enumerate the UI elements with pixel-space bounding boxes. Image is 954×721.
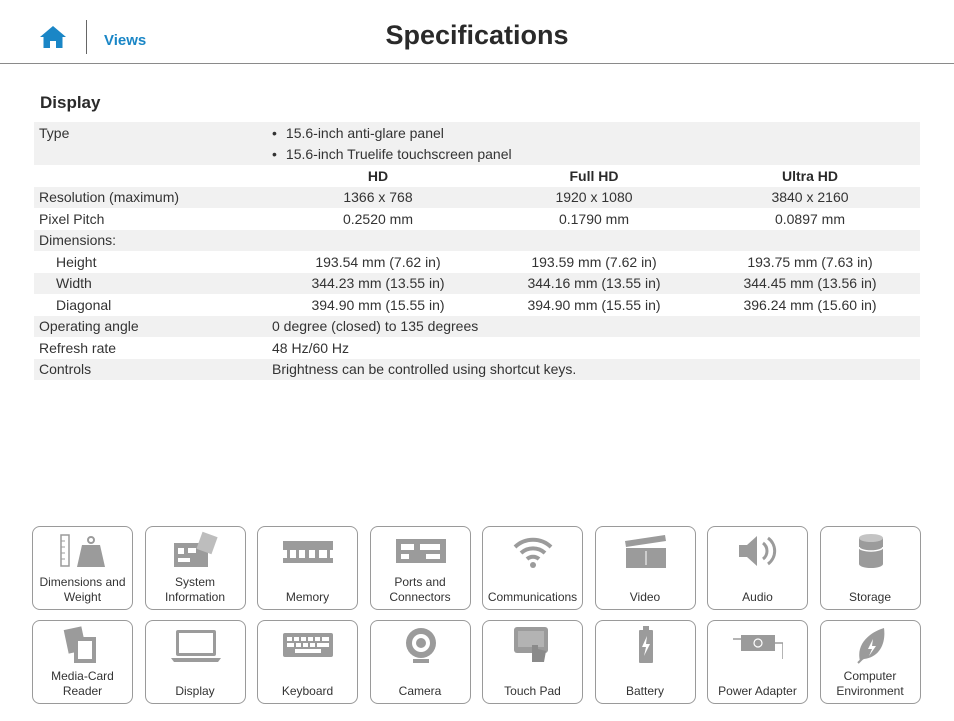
table-cell: 394.90 mm (15.55 in) [527, 296, 661, 313]
leaf-icon [846, 625, 896, 665]
table-row [34, 122, 920, 144]
table-cell: 3840 x 2160 [771, 189, 849, 206]
tile-label: Camera [398, 684, 442, 698]
spec-table [34, 122, 920, 380]
table-cell: 396.24 mm (15.60 in) [743, 296, 877, 313]
row-label: Pixel Pitch [39, 210, 105, 227]
tile-dimensions-and-weight[interactable] [32, 526, 133, 610]
row-label: Controls [39, 361, 92, 378]
table-cell: 0.0897 mm [774, 210, 846, 227]
table-cell: 48 Hz/60 Hz [272, 339, 350, 356]
table-cell: 1366 x 768 [343, 189, 413, 206]
tile-system-information[interactable] [145, 526, 246, 610]
tile-camera[interactable] [370, 620, 471, 704]
row-label: Dimensions: [39, 232, 117, 249]
webcam-icon [396, 625, 446, 665]
tile-label: Storage [848, 590, 892, 604]
table-cell: 0.1790 mm [558, 210, 630, 227]
table-row [34, 273, 920, 295]
tile-video[interactable] [595, 526, 696, 610]
tile-media-card-reader[interactable] [32, 620, 133, 704]
speaker-icon [733, 531, 783, 571]
column-header: HD [367, 167, 389, 184]
clapperboard-icon [621, 531, 671, 571]
column-header-row [34, 165, 920, 187]
tile-power-adapter[interactable] [707, 620, 808, 704]
table-row [34, 187, 920, 209]
tile-audio[interactable] [707, 526, 808, 610]
tile-label: Battery [625, 684, 664, 698]
ports-icon [396, 531, 446, 571]
table-cell: 193.54 mm (7.62 in) [315, 253, 441, 270]
table-cell: Brightness can be controlled using shortcut keys. [272, 361, 577, 378]
tile-label: Ports and Connectors [389, 575, 451, 604]
column-header: Ultra HD [781, 167, 838, 184]
row-label: Width [56, 275, 92, 292]
power-adapter-icon [733, 625, 783, 665]
table-row [34, 359, 920, 381]
table-row [34, 251, 920, 273]
column-header: Full HD [569, 167, 619, 184]
header-bar [0, 0, 954, 64]
table-cell: 0 degree (closed) to 135 degrees [272, 318, 479, 335]
row-label: Refresh rate [39, 339, 117, 356]
tile-touch-pad[interactable] [482, 620, 583, 704]
wifi-icon [508, 531, 558, 571]
row-label: Resolution (maximum) [39, 189, 180, 206]
table-row [34, 208, 920, 230]
table-cell: 193.59 mm (7.62 in) [531, 253, 657, 270]
tile-communications[interactable] [482, 526, 583, 610]
table-row [34, 294, 920, 316]
table-row [34, 337, 920, 359]
tile-label: Media-Card Reader [51, 669, 114, 698]
table-cell: 344.45 mm (13.56 in) [743, 275, 877, 292]
table-row [34, 230, 920, 252]
views-link[interactable]: Views [104, 32, 147, 49]
type-value: • 15.6-inch anti-glare panel [270, 125, 444, 141]
table-row [34, 316, 920, 338]
tile-label: Keyboard [281, 684, 334, 698]
table-cell: 344.23 mm (13.55 in) [311, 275, 445, 292]
table-cell: 193.75 mm (7.63 in) [747, 253, 873, 270]
ruler-weight-icon [58, 531, 108, 571]
tile-ports-and-connectors[interactable] [370, 526, 471, 610]
tile-label: Dimensions and Weight [39, 575, 126, 604]
table-cell: 0.2520 mm [342, 210, 414, 227]
table-cell: 394.90 mm (15.55 in) [311, 296, 445, 313]
section-title: Display [40, 93, 101, 112]
tile-label: Power Adapter [718, 684, 797, 698]
tile-label: Video [629, 590, 661, 604]
tile-memory[interactable] [257, 526, 358, 610]
tile-label: System Information [164, 575, 226, 604]
tile-computer-environment[interactable] [820, 620, 921, 704]
media-card-icon [58, 625, 108, 665]
keyboard-icon [283, 625, 333, 665]
tile-label: Touch Pad [504, 684, 561, 698]
storage-drive-icon [846, 531, 896, 571]
row-label: Operating angle [39, 318, 139, 335]
tile-label: Display [175, 684, 215, 698]
laptop-display-icon [171, 625, 221, 665]
tile-display[interactable] [145, 620, 246, 704]
tile-label: Memory [285, 590, 330, 604]
motherboard-icon [171, 531, 221, 571]
tile-label: Communications [487, 590, 578, 604]
memory-module-icon [283, 531, 333, 571]
tile-battery[interactable] [595, 620, 696, 704]
table-row [34, 144, 920, 166]
table-cell: 344.16 mm (13.55 in) [527, 275, 661, 292]
tile-keyboard[interactable] [257, 620, 358, 704]
touchpad-icon [508, 625, 558, 665]
row-label: Type [39, 124, 70, 141]
row-label: Diagonal [56, 296, 112, 313]
tile-storage[interactable] [820, 526, 921, 610]
page-title: Specifications [385, 20, 569, 50]
table-cell: 1920 x 1080 [555, 189, 633, 206]
battery-icon [621, 625, 671, 665]
tile-label: Audio [742, 590, 773, 604]
tile-label: Computer Environment [836, 669, 904, 698]
row-label: Height [56, 253, 97, 270]
type-value: • 15.6-inch Truelife touchscreen panel [270, 146, 512, 162]
